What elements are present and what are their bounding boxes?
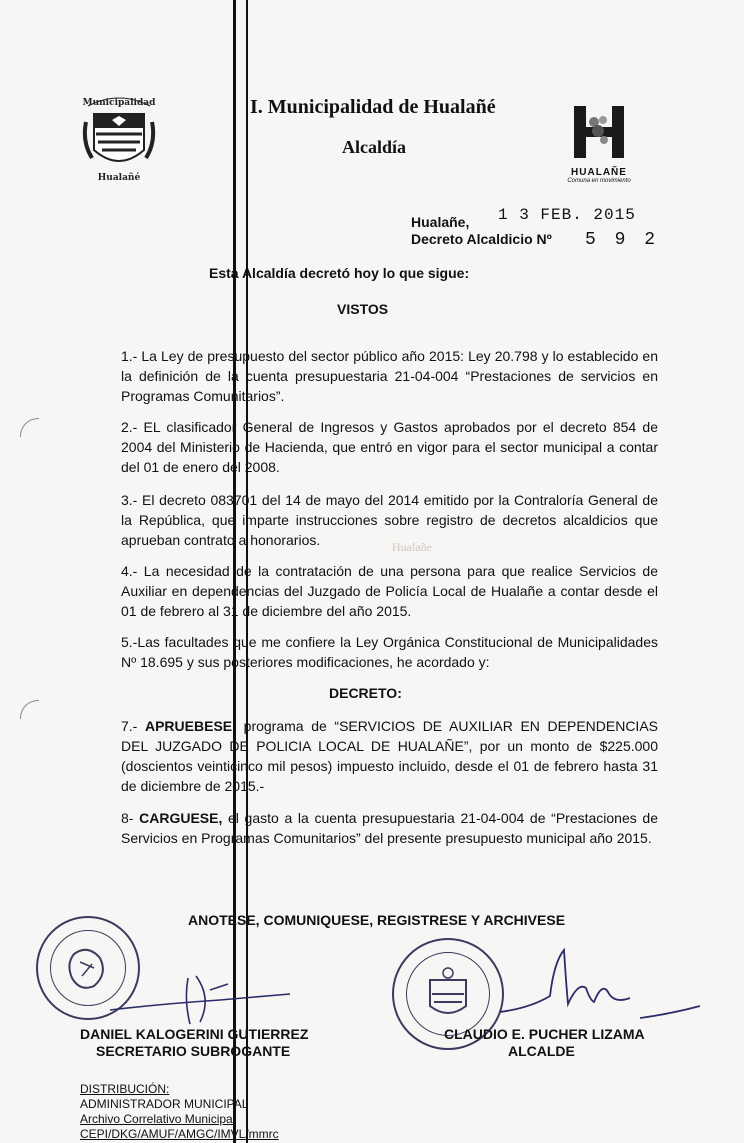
punch-hole-mark [20,418,39,437]
place-label: Hualañe, [411,214,470,230]
logo-name: HUALAÑE [571,167,627,178]
distribution-line: Archivo Correlativo Municipal [80,1112,236,1126]
secretary-name: DANIEL KALOGERINI GUTIERREZ [80,1026,309,1042]
bleed-through-text: Hualañe [392,540,432,554]
vistos-item: 4.- La necesidad de la contratación de una persona para que realice Servicios de Auxiliar en dependencias del Juzgado de Policía Local de Hualañe a contar desde el 01 de febrero al 31 de diciembre del año 2015. [121,563,658,619]
vistos-item: 3.- El decreto 083701 del 14 de mayo del 2014 emitido por la Contraloría General de la República, que imparte instrucciones sobre registro de decretos alcaldicios que aprueban contrato a honorarios. [121,492,658,548]
closing-statement: ANOTESE, COMUNIQUESE, REGISTRESE Y ARCHIVESE [188,912,566,928]
logo-bottom-text: Hualañé [97,173,141,183]
distribution-block [80,1082,279,1142]
resolution-text: el gasto a la cuenta presupuestaria 21-04-004 de “Prestaciones de Servicios en Programas Comunitarios” del presente presupuesto municipal año 2015. [121,810,658,846]
office-subtitle: Alcaldía [342,137,407,157]
distribution-line: CEPI/DKG/AMUF/AMGC/IMVL/mmrc [80,1127,279,1141]
resolution-item [121,808,658,848]
hualane-logo [562,104,636,190]
resolution-prefix: 7.- [121,718,145,734]
decree-number: 5 9 2 [585,230,660,250]
distribution-heading: DISTRIBUCIÓN: [80,1082,170,1096]
vistos-item: 1.- La Ley de presupuesto del sector público año 2015: Ley 20.798 y lo establecido en la definición de la cuenta presupuestaria 21-04-004 “Prestaciones de servicios en Programas Comunitarios”. [121,348,658,404]
date-stamp: 1 3 FEB. 2015 [498,206,636,224]
punch-hole-mark [20,700,39,719]
resolution-item [121,716,658,796]
distribution-line: ADMINISTRADOR MUNICIPAL [80,1097,249,1111]
decreto-heading: DECRETO: [329,685,402,701]
mayor-role: ALCALDE [508,1043,575,1059]
mayor-name: CLAUDIO E. PUCHER LIZAMA [444,1026,645,1042]
decree-number-label: Decreto Alcaldicio Nº [411,231,552,247]
vistos-heading: VISTOS [337,301,389,317]
intro-text: Esta Alcaldía decretó hoy lo que sigue: [209,265,470,281]
resolution-keyword: APRUEBESE, [144,718,237,734]
logo-top-text: Municipalidad [82,98,156,108]
logo-tagline: Comuna en movimiento [567,178,631,184]
vistos-item: 2.- EL clasificador General de Ingresos y Gastos aprobados por el decreto 854 de 2004 del Ministerio de Hacienda, que entró en vigor para el sector municipal a contar del 01 de enero del 2008. [121,419,658,475]
resolution-keyword: CARGUESE, [139,810,223,826]
hualane-h-icon [570,104,628,160]
resolution-text: programa de “SERVICIOS DE AUXILIAR EN DEPENDENCIAS DEL JUZGADO DE POLICIA LOCAL DE HUALAÑE”, por un monto de $225.000 (doscientos veinticinco mil pesos) impuesto incluido, desde el 01 de febrero hasta 31 de diciembre de 2015.- [121,718,658,794]
municipality-title: I. Municipalidad de Hualañé [250,96,496,118]
mayor-signature [490,942,710,1032]
resolution-prefix: 8- [121,810,140,826]
secretary-role: SECRETARIO SUBROGANTE [96,1043,291,1059]
secretary-signature [100,970,300,1030]
vistos-item: 5.-Las facultades que me confiere la Ley Orgánica Constitucional de Municipalidades Nº 18.695 y sus posteriores modificaciones, he acordado y: [121,634,658,670]
municipal-coat-of-arms-logo [80,92,158,188]
